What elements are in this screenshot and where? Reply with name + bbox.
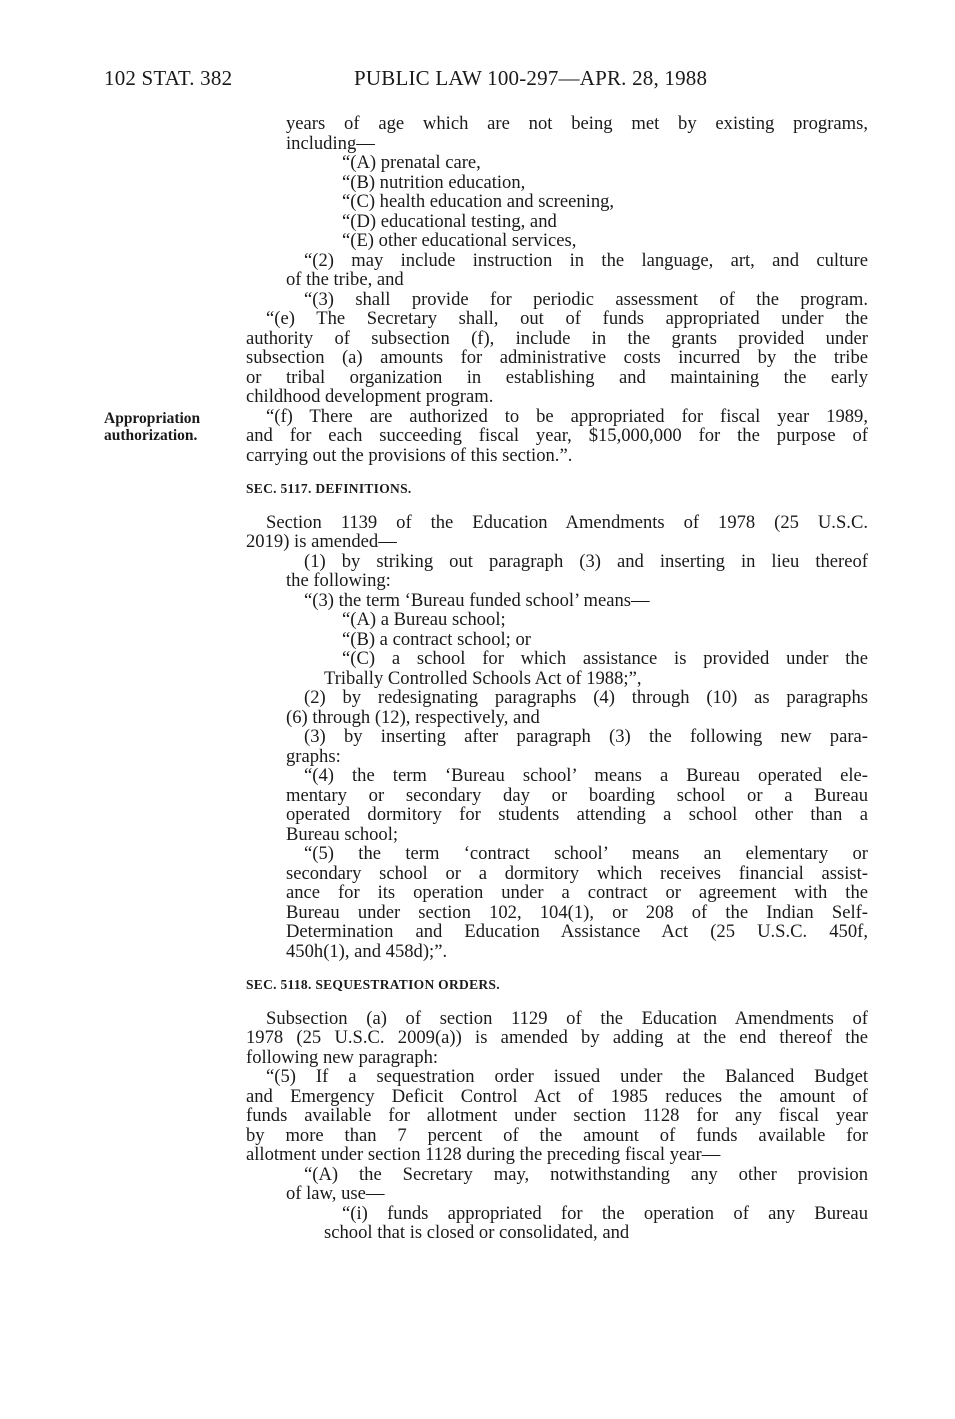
text-line: following new paragraph: — [246, 1046, 439, 1068]
text-line: (1) by striking out paragraph (3) and inserting in lieu thereof — [304, 550, 868, 572]
margin-note-line: authorization. — [104, 427, 198, 444]
text-line: (3) by inserting after paragraph (3) the following new para- — [304, 726, 868, 747]
text-line: Determination and Education Assistance Act (25 U.S.C. 450f, — [286, 921, 868, 942]
text-line: funds available for allotment under section 1128 for any fiscal year — [246, 1105, 868, 1126]
page-reference: 102 STAT. 382 — [104, 66, 233, 90]
margin-note-line: Appropriation — [104, 410, 201, 427]
text-line: “(A) prenatal care, — [342, 152, 481, 173]
text-line: “(B) nutrition education, — [342, 171, 526, 193]
text-line: (6) through (12), respectively, and — [286, 706, 540, 728]
text-line: and Emergency Deficit Control Act of 1985 reduces the amount of — [246, 1085, 868, 1107]
text-line: “(f) There are authorized to be appropriated for fiscal year 1989, — [266, 405, 868, 427]
text-line: subsection (a) amounts for administrative costs incurred by the tribe — [246, 347, 868, 368]
text-line: “(2) may include instruction in the language, art, and culture — [304, 249, 868, 271]
text-line: carrying out the provisions of this section.”. — [246, 444, 573, 466]
text-line: Subsection (a) of section 1129 of the Education Amendments of — [266, 1007, 868, 1029]
spacer — [246, 465, 868, 479]
text-line: secondary school or a dormitory which receives financial assist- — [286, 862, 868, 884]
text-line: “(4) the term ‘Bureau school’ means a Bureau operated ele- — [304, 765, 868, 786]
text-line: ance for its operation under a contract or agreement with the — [286, 882, 868, 903]
running-header: PUBLIC LAW 100-297—APR. 28, 1988 — [354, 66, 708, 90]
text-line: of the tribe, and — [286, 269, 404, 290]
text-line: 2019) is amended— — [246, 531, 397, 552]
text-line: “(A) the Secretary may, notwithstanding any other provision — [304, 1163, 868, 1185]
text-line: the following: — [286, 570, 391, 591]
text-line: “(C) health education and screening, — [342, 191, 615, 212]
text-line: “(E) other educational services, — [342, 230, 577, 251]
text-line: or tribal organization in establishing and maintaining the early — [246, 366, 868, 388]
text-line: “(3) the term ‘Bureau funded school’ means— — [304, 589, 650, 611]
text-line: authority of subsection (f), include in the grants provided under — [246, 327, 868, 349]
text-line: 1978 (25 U.S.C. 2009(a)) is amended by adding at the end thereof the — [246, 1027, 868, 1048]
text-line: “(B) a contract school; or — [342, 628, 531, 650]
text-line: Tribally Controlled Schools Act of 1988;”, — [324, 667, 642, 689]
text-line: “(C) a school for which assistance is provided under the — [342, 648, 868, 669]
text-line: “(i) funds appropriated for the operation of any Bureau — [342, 1202, 868, 1224]
section-heading: SEC. 5117. DEFINITIONS. — [246, 481, 412, 496]
text-line: mentary or secondary day or boarding school or a Bureau — [286, 784, 868, 806]
text-line: and for each succeeding fiscal year, $15,000,000 for the purpose of — [246, 425, 868, 446]
text-line: operated dormitory for students attending a school other than a — [286, 804, 868, 825]
section-heading: SEC. 5118. SEQUESTRATION ORDERS. — [246, 977, 500, 992]
text-line: years of age which are not being met by existing programs, — [286, 113, 868, 134]
text-line: Section 1139 of the Education Amendments of 1978 (25 U.S.C. — [266, 511, 868, 533]
text-line: childhood development program. — [246, 386, 494, 407]
statute-text — [246, 114, 868, 1243]
spacer — [246, 995, 868, 1009]
text-line: graphs: — [286, 745, 341, 767]
text-line: 450h(1), and 458d);”. — [286, 940, 448, 962]
text-line: “(5) the term ‘contract school’ means an elementary or — [304, 843, 868, 864]
text-line: of law, use— — [286, 1183, 385, 1204]
text-line: by more than 7 percent of the amount of funds available for — [246, 1124, 868, 1146]
text-line: Bureau school; — [286, 823, 399, 845]
text-line: “(A) a Bureau school; — [342, 609, 506, 630]
text-line: allotment under section 1128 during the preceding fiscal year— — [246, 1144, 721, 1165]
text-line: “(e) The Secretary shall, out of funds appropriated under the — [266, 308, 868, 329]
text-line: “(3) shall provide for periodic assessment of the program. — [304, 288, 868, 310]
text-line: Bureau under section 102, 104(1), or 208 of the Indian Self- — [286, 901, 868, 923]
spacer — [246, 499, 868, 513]
text-line: “(D) educational testing, and — [342, 210, 557, 232]
text-line: “(5) If a sequestration order issued under the Balanced Budget — [266, 1066, 868, 1087]
text-line: school that is closed or consolidated, and — [324, 1222, 630, 1243]
spacer — [246, 961, 868, 975]
text-line: (2) by redesignating paragraphs (4) through (10) as paragraphs — [304, 687, 868, 708]
text-line: including— — [286, 132, 375, 154]
margin-note — [104, 410, 200, 444]
